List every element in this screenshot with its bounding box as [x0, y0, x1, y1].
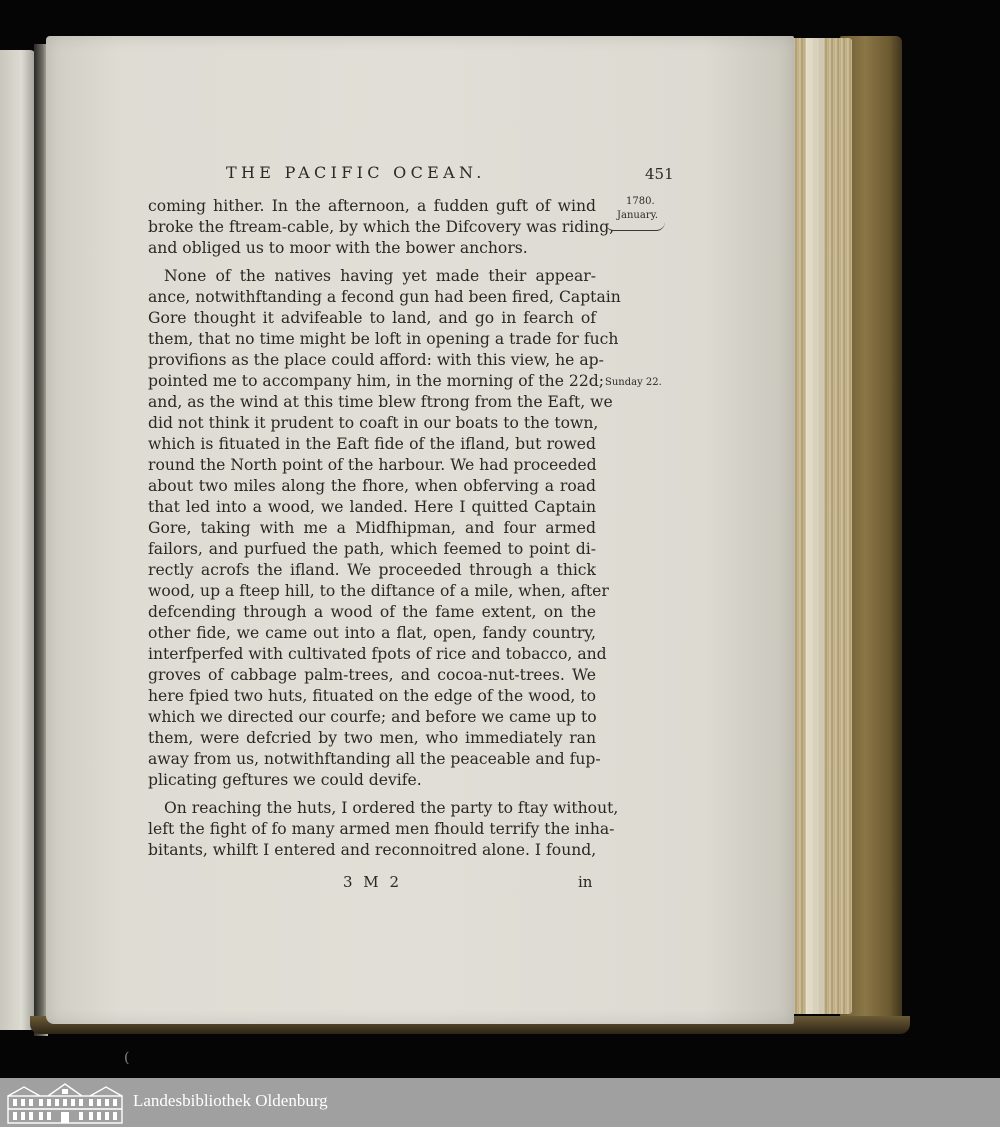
- text-line: broke the ftream-cable, by which the Difcovery was riding,: [148, 218, 615, 236]
- text-line: wood, up a fteep hill, to the diftance of a mile, when, after: [148, 582, 609, 600]
- text-line: failors, and purfued the path, which feemed to point di-: [148, 540, 596, 558]
- text-line: about two miles along the fhore, when obferving a road: [148, 477, 596, 495]
- catchword: in: [578, 873, 593, 891]
- signature-mark: 3 M 2: [343, 873, 402, 891]
- text-line: that led into a wood, we landed. Here I quitted Captain: [148, 498, 596, 516]
- margin-brace: [605, 222, 665, 231]
- library-building-icon: [6, 1082, 124, 1124]
- margin-note-month: January.: [617, 210, 659, 221]
- margin-note-day: Sunday 22.: [605, 377, 662, 388]
- text-line: pointed me to accompany him, in the morning of the 22d;: [148, 372, 604, 390]
- text-line: On reaching the huts, I ordered the party to ftay without,: [164, 799, 619, 817]
- page-number: 451: [645, 165, 674, 183]
- text-line: Gore, taking with me a Midfhipman, and four armed: [148, 519, 596, 537]
- page-edges: [786, 38, 852, 1014]
- text-line: here fpied two huts, fituated on the edge of the wood, to: [148, 687, 596, 705]
- text-line: interfperfed with cultivated fpots of rice and tobacco, and: [148, 645, 607, 663]
- text-line: rectly acrofs the ifland. We proceeded through a thick: [148, 561, 596, 579]
- left-page-edge: [0, 50, 36, 1030]
- text-line: provifions as the place could afford: with this view, he ap-: [148, 351, 604, 369]
- running-title: THE PACIFIC OCEAN.: [226, 163, 486, 182]
- text-line: other fide, we came out into a flat, open, fandy country,: [148, 624, 596, 642]
- text-line: and obliged us to moor with the bower anchors.: [148, 239, 528, 257]
- margin-note-year: 1780.: [626, 196, 655, 207]
- text-line: which is fituated in the Eaft fide of the ifland, but rowed: [148, 435, 596, 453]
- text-line: and, as the wind at this time blew ftrong from the Eaft, we: [148, 393, 613, 411]
- text-line: them, that no time might be loft in opening a trade for fuch: [148, 330, 619, 348]
- text-line: away from us, notwithftanding all the peaceable and fup-: [148, 750, 601, 768]
- text-line: None of the natives having yet made their appear-: [164, 267, 596, 285]
- text-line: round the North point of the harbour. We had proceeded: [148, 456, 597, 474]
- text-line: left the fight of fo many armed men fhould terrify the inha-: [148, 820, 615, 838]
- text-line: them, were defcried by two men, who immediately ran: [148, 729, 596, 747]
- text-line: plicating geftures we could devife.: [148, 771, 422, 789]
- text-line: groves of cabbage palm-trees, and cocoa-nut-trees. We: [148, 666, 596, 684]
- text-line: which we directed our courfe; and before we came up to: [148, 708, 597, 726]
- library-footer-bar: [0, 1078, 1000, 1127]
- text-line: coming hither. In the afternoon, a fudden guft of wind: [148, 197, 596, 215]
- library-name: Landesbibliothek Oldenburg: [133, 1091, 328, 1110]
- text-line: Gore thought it advifeable to land, and go in fearch of: [148, 309, 596, 327]
- text-line: did not think it prudent to coaft in our boats to the town,: [148, 414, 599, 432]
- stray-mark: (: [124, 1050, 130, 1066]
- text-line: defcending through a wood of the fame extent, on the: [148, 603, 596, 621]
- text-line: ance, notwithftanding a fecond gun had been fired, Captain: [148, 288, 621, 306]
- text-line: bitants, whilft I entered and reconnoitred alone. I found,: [148, 841, 597, 859]
- body-text: [148, 196, 621, 861]
